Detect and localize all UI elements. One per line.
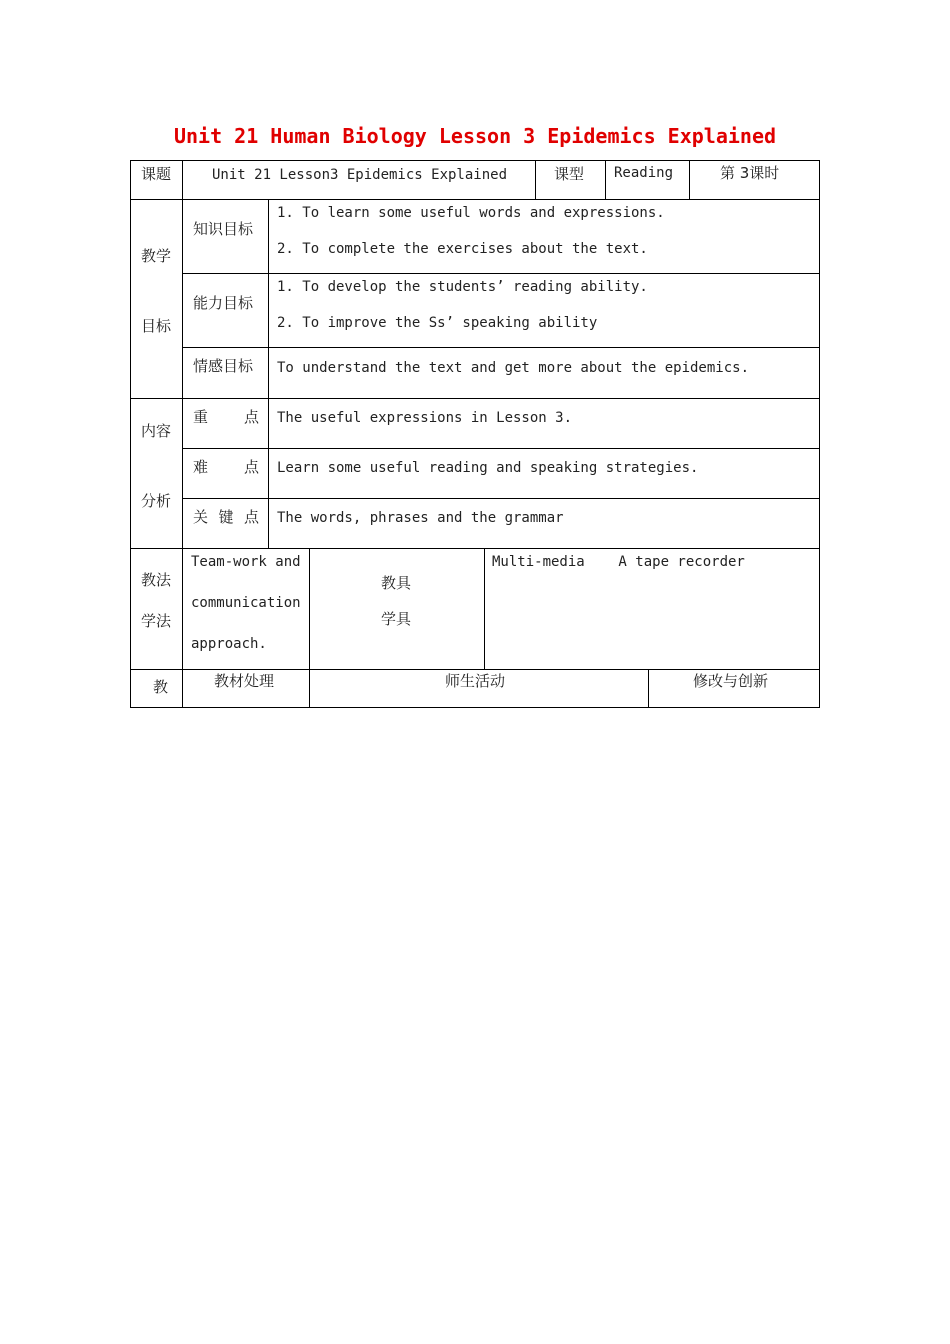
ability-objective-item: 2. To improve the Ss’ speaking ability (277, 315, 598, 331)
approach-line: communication (191, 595, 301, 611)
type-value: Reading (614, 165, 674, 181)
knowledge-objective-item: 2. To complete the exercises about the text. (277, 241, 648, 257)
learning-tools-label: 学具 (381, 610, 412, 628)
col-divider (689, 160, 690, 199)
col-divider (182, 160, 183, 708)
topic-value: Unit 21 Lesson3 Epidemics Explained (212, 167, 508, 183)
objectives-label-line1: 教学 (141, 247, 172, 265)
table-border-right (819, 160, 820, 708)
period-value: 第 3课时 (720, 164, 780, 182)
key-point-text: The useful expressions in Lesson 3. (277, 410, 573, 426)
row-divider (182, 498, 820, 499)
difficult-point-text: Learn some useful reading and speaking strategies. (277, 460, 699, 476)
col-divider (605, 160, 606, 199)
ability-objective-label: 能力目标 (193, 294, 254, 312)
page-title: Unit 21 Human Biology Lesson 3 Epidemics Explained (173, 124, 777, 148)
type-label: 课型 (554, 165, 585, 183)
emotion-objective-label: 情感目标 (193, 357, 254, 375)
methods-label-line2: 学法 (141, 612, 172, 630)
knowledge-objective-label: 知识目标 (193, 220, 254, 238)
table-border-top (130, 160, 820, 161)
col-divider (535, 160, 536, 199)
content-label-line2: 分析 (141, 492, 172, 510)
table-border-bottom (130, 707, 820, 708)
difficult-point-label: 难 点 (193, 458, 259, 476)
row-divider (130, 548, 820, 549)
topic-label: 课题 (141, 165, 172, 183)
content-label-line1: 内容 (141, 422, 172, 440)
col-divider (309, 548, 310, 708)
teacher-student-activity-header: 师生活动 (445, 672, 506, 690)
approach-line: Team-work and (191, 554, 301, 570)
approach-line: approach. (191, 636, 267, 652)
methods-label-line1: 教法 (141, 571, 172, 589)
row-divider (182, 448, 820, 449)
emotion-objective-text: To understand the text and get more about the epidemics. (277, 360, 750, 376)
teaching-tools-label: 教具 (381, 574, 412, 592)
teach-label: 教 (153, 678, 169, 696)
critical-point-text: The words, phrases and the grammar (277, 510, 564, 526)
col-divider (268, 199, 269, 548)
row-divider (130, 398, 820, 399)
col-divider (484, 548, 485, 669)
revision-innovation-header: 修改与创新 (693, 672, 769, 690)
tools-value: Multi-media A tape recorder (492, 554, 745, 570)
critical-point-label: 关 键 点 (193, 508, 259, 526)
ability-objective-item: 1. To develop the students’ reading ability. (277, 279, 648, 295)
row-divider (130, 669, 820, 670)
row-divider (182, 347, 820, 348)
row-divider (182, 273, 820, 274)
knowledge-objective-item: 1. To learn some useful words and expressions. (277, 205, 665, 221)
table-border-left (130, 160, 131, 708)
key-point-label: 重 点 (193, 408, 259, 426)
row-divider (130, 199, 820, 200)
col-divider (648, 669, 649, 708)
lesson-plan-table (130, 160, 820, 708)
objectives-label-line2: 目标 (141, 317, 172, 335)
material-processing-header: 教材处理 (214, 672, 275, 690)
